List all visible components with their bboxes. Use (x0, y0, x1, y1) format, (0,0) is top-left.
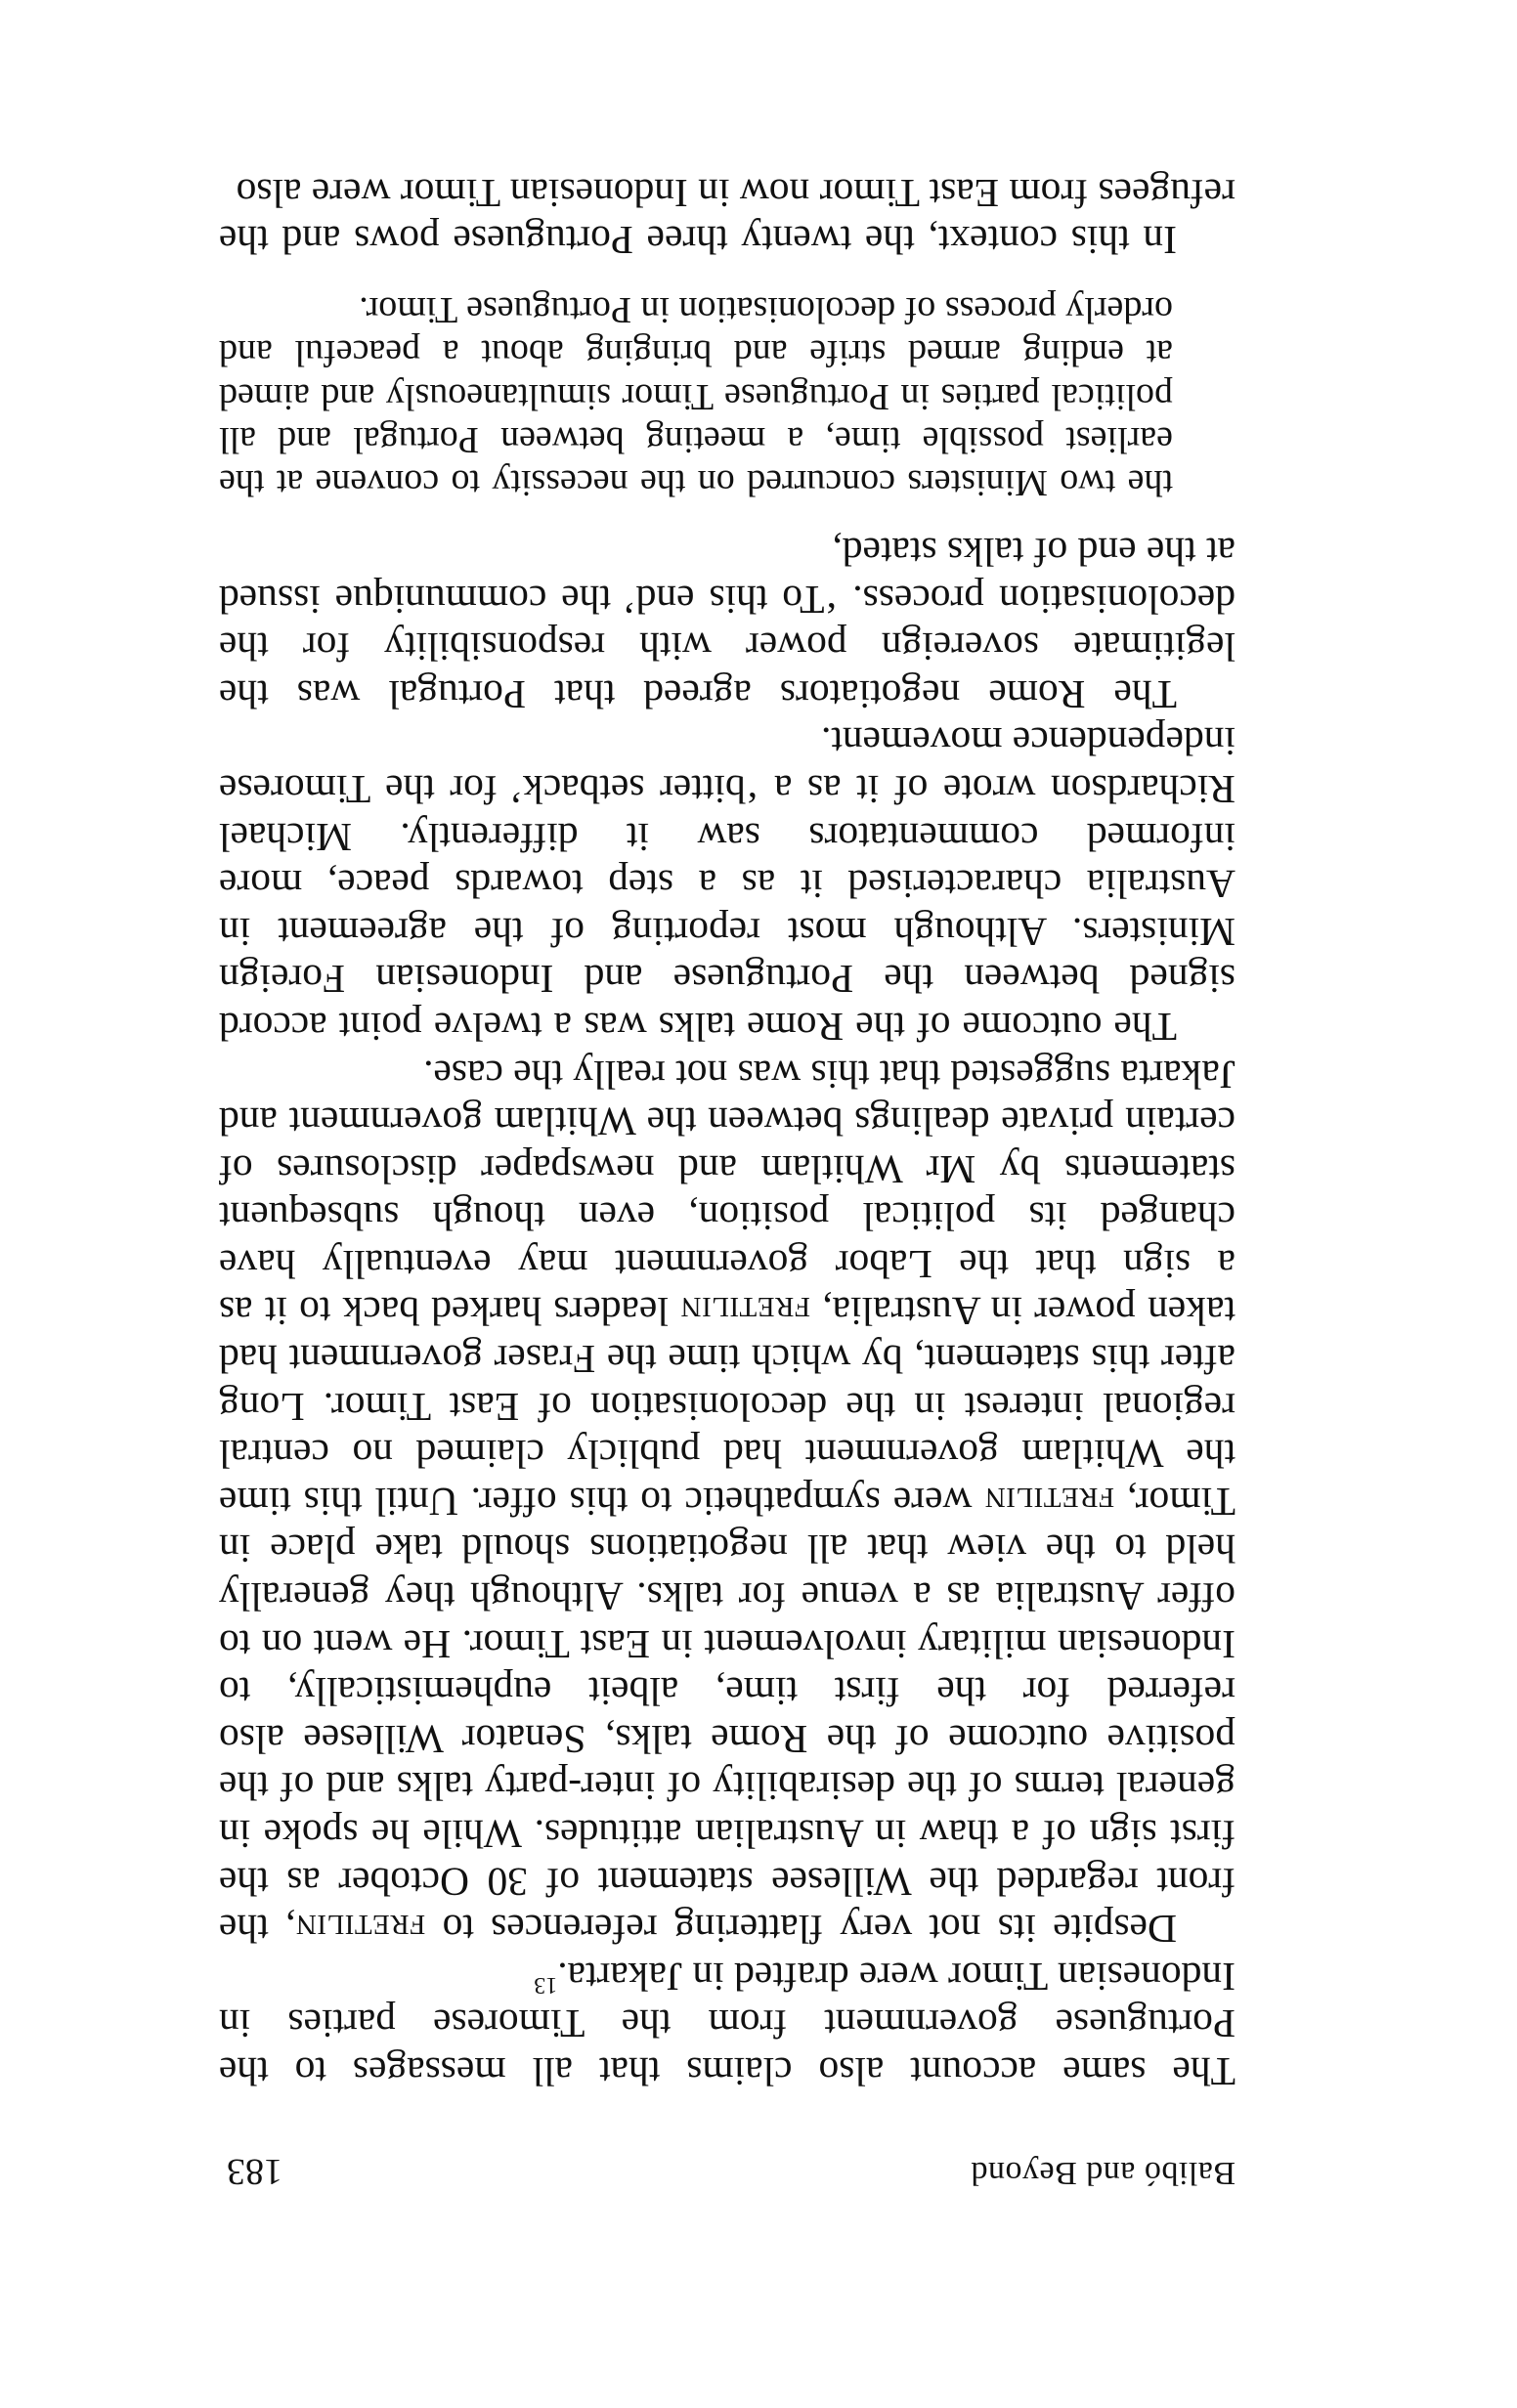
paragraph-text: In this context, the twenty three Portuguese pows and the refugees from East Timor now in Indonesian Timor were also (219, 170, 1235, 264)
paragraph-text: The Rome negotiators agreed that Portugal was the legitimate sovereign power with responsibility for the decolonisation process. ‘To this end’ the communique issued at the end of talks stated, (219, 530, 1235, 717)
fretilin-name: fretilin (680, 1289, 810, 1335)
paragraph-text: were sympathetic to this offer. Until this time the Whitlam government had publicly claimed no central regional interest in the decolonisation of East Timor. Long after this statement, by which time the Fraser government had taken power in Australia, (219, 1289, 1235, 1525)
fretilin-name: fretilin (295, 1907, 426, 1953)
paragraph-text: Despite its not very flattering references to (442, 1907, 1177, 1953)
quote-text: the two Ministers concurred on the necessity to convene at the earliest possible time, a meeting between Portugal and all political parties in Portuguese Timor simultaneously and aimed at ending armed strife and bringing about a peaceful and orderly process of decolonisation in Portuguese Timor. (219, 288, 1173, 504)
page-number: 183 (227, 2151, 282, 2192)
paragraph (219, 528, 1235, 717)
running-title: Balibó and Beyond (970, 2155, 1235, 2191)
paragraph (219, 169, 1235, 264)
paragraph-text: The outcome of the Rome talks was a twelve point accord signed between the Portuguese and Indonesian Foreign Ministers. Although most reporting of the agreement in Australia characterised it as a step towards peace, more informed commentators saw it differently. Michael Richardson wrote of it as a ‘bitter setback’ for the Timorese independence movement. (219, 719, 1235, 1050)
paragraph (219, 1953, 1235, 2095)
paragraph (219, 718, 1235, 1051)
paragraph-text: The same account also claims that all messages to the Portuguese government from the Timorese parties in Indonesian Timor were drafted in Jakarta. (219, 1954, 1235, 2094)
page-body (219, 169, 1235, 2095)
paragraph-text: , the front regarded the Willesee statement of 30 October as the first sign of a thaw in Australian attitudes. While he spoke in general terms of the desirability of inter-party talks and of the positive outcome of the Rome talks, Senator Willesee also referred for the first time, albeit euphemistically, to Indonesian military involvement in East Timor. He went on to offer Australia as a venue for talks. Although they generally held to the view that all negotiations should take place in Timor, (218, 1479, 1235, 1953)
paragraph-text: leaders harked back to it as a sign that the Labor government may eventually have changed its political position, even though subsequent statements by Mr Whitlam and newspaper disclosures of certain private dealings between the Whitlam government and Jakarta suggested that this was not really the case. (218, 1052, 1235, 1335)
block-quote (219, 287, 1173, 504)
page-header (227, 2132, 1235, 2191)
paragraph (219, 1051, 1235, 1953)
footnote-marker: 13 (534, 1971, 558, 1998)
fretilin-name: fretilin (984, 1479, 1115, 1525)
